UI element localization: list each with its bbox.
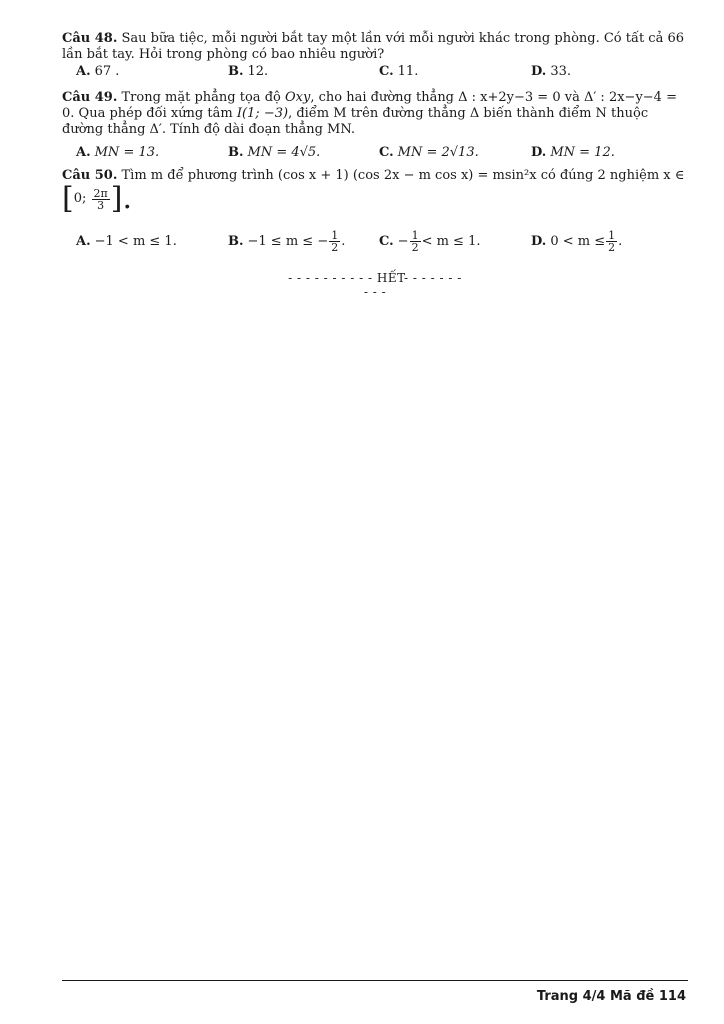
option-d: D. 33.: [531, 64, 572, 79]
option-c: C. MN = 2√13.: [379, 145, 479, 160]
question-48-text: Sau bữa tiệc, mỗi người bắt tay một lần với mỗi người khác trong phòng. Có tất cả 66 lần bắt tay. Hỏi trong phòng có bao nhiêu người?: [62, 31, 685, 62]
question-49: [62, 90, 687, 138]
option-b: B. 12.: [228, 64, 269, 79]
question-50: [62, 168, 687, 184]
option-c: C. − $\frac{1}{2}$ < m ≤ 1.: [379, 229, 481, 254]
question-48-options: [76, 64, 676, 80]
question-50-label: Câu 50.: [62, 168, 118, 183]
option-a: A. −1 < m ≤ 1.: [76, 234, 177, 249]
question-50-options: [76, 230, 676, 258]
option-a: A. MN = 13.: [76, 145, 160, 160]
footer-rule: [62, 980, 688, 981]
question-50-interval: [0; $\frac{2\pi}{3}$ ].: [62, 181, 132, 216]
question-49-text-c: , điểm M trên đường thẳng Δ biến thành điểm N thuộc đường thẳng Δ′. Tính độ dài đoạn thẳng MN.: [62, 106, 649, 137]
question-49-text-b: , cho hai đường thẳng Δ : x+2y−3 = 0 và Δ′ : 2x−y−4 = 0. Qua phép đối xứng tâm: [62, 90, 677, 121]
page-footer: Trang 4/4 Mã đề 114: [536, 989, 686, 1004]
question-49-label: Câu 49.: [62, 90, 118, 105]
end-mark: - - - - - - - - - - HẾT- - - - - - - - - -: [288, 271, 462, 299]
point-i: I(1; −3): [236, 106, 289, 121]
option-b: B. −1 ≤ m ≤ − $\frac{1}{2}$ .: [228, 229, 346, 254]
question-48-label: Câu 48.: [62, 31, 118, 46]
question-49-text-a: Trong mặt phẳng tọa độ: [121, 90, 285, 105]
option-c: C. 11.: [379, 64, 419, 79]
interval-fraction: $\frac{2\pi}{3}$: [93, 186, 108, 212]
oxy-label: Oxy: [284, 90, 311, 105]
option-d: D. MN = 12.: [531, 145, 615, 160]
question-50-text: Tìm m để phương trình (cos x + 1) (cos 2x − m cos x) = msin²x có đúng 2 nghiệm x ∈: [121, 168, 685, 183]
option-b: B. MN = 4√5.: [228, 145, 321, 160]
question-48: [62, 31, 687, 63]
option-a: A. 67 .: [76, 64, 120, 79]
question-49-options: [76, 145, 676, 161]
option-d: D. 0 < m ≤ $\frac{1}{2}$ .: [531, 229, 623, 254]
